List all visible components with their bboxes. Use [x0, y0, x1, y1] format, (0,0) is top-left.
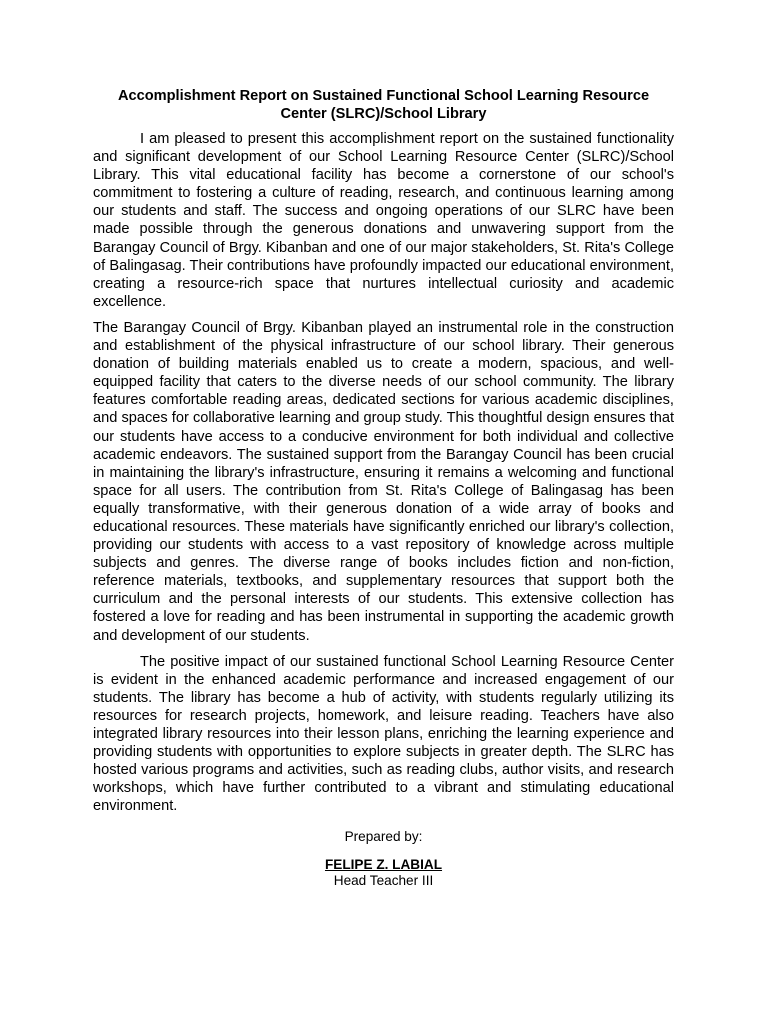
- prepared-by-label: Prepared by:: [344, 829, 423, 845]
- signature-block: [93, 829, 674, 889]
- report-title: Accomplishment Report on Sustained Functional School Learning Resource Center (SLRC)/School Library: [117, 88, 650, 122]
- paragraph-contributions: The Barangay Council of Brgy. Kibanban played an instrumental role in the construction and establishment of the physical infrastructure of our school library. Their generous donation of building materials enabled us to create a modern, spacious, and well-equipped facility that caters to the diverse needs of our school community. The library features comfortable reading areas, dedicated sections for various academic disciplines, and spaces for collaborative learning and group study. This thoughtful design ensures that our students have access to a conducive environment for both individual and collective academic endeavors. The sustained support from the Barangay Council has been crucial in maintaining the library's infrastructure, ensuring it remains a welcoming and functional space for all users. The contribution from St. Rita's College of Balingasag has been equally transformative, with their generous donation of a wide array of books and educational resources. These materials have significantly enriched our library's collection, providing our students with access to a vast repository of knowledge across multiple subjects and genres. The diverse range of books includes fiction and non-fiction, reference materials, textbooks, and supplementary resources that support both the curriculum and the personal interests of our students. This extensive collection has fostered a love for reading and has been instrumental in supporting the academic growth and development of our students.: [93, 319, 674, 644]
- paragraph-impact: The positive impact of our sustained functional School Learning Resource Center is evident in the enhanced academic performance and increased engagement of our students. The library has become a hub of activity, with students regularly utilizing its resources for research projects, homework, and leisure reading. Teachers have also integrated library resources into their lesson plans, enriching the learning experience and providing students with opportunities to explore subjects in greater depth. The SLRC has hosted various programs and activities, such as reading clubs, author visits, and research workshops, which have further contributed to a vibrant and stimulating educational environment.: [93, 653, 674, 815]
- paragraph-introduction: I am pleased to present this accomplishment report on the sustained functionality and significant development of our School Learning Resource Center (SLRC)/School Library. This vital educational facility has become a cornerstone of our school's commitment to fostering a culture of reading, research, and continuous learning among our students and staff. The success and ongoing operations of our SLRC have been made possible through the generous donations and unwavering support from the Barangay Council of Brgy. Kibanban and one of our major stakeholders, St. Rita's College of Balingasag. Their contributions have profoundly impacted our educational environment, creating a resource-rich space that nurtures intellectual curiosity and academic excellence.: [93, 131, 674, 310]
- signer-position: Head Teacher III: [333, 873, 434, 889]
- report-page: [93, 87, 674, 889]
- signer-name: FELIPE Z. LABIAL: [324, 857, 443, 873]
